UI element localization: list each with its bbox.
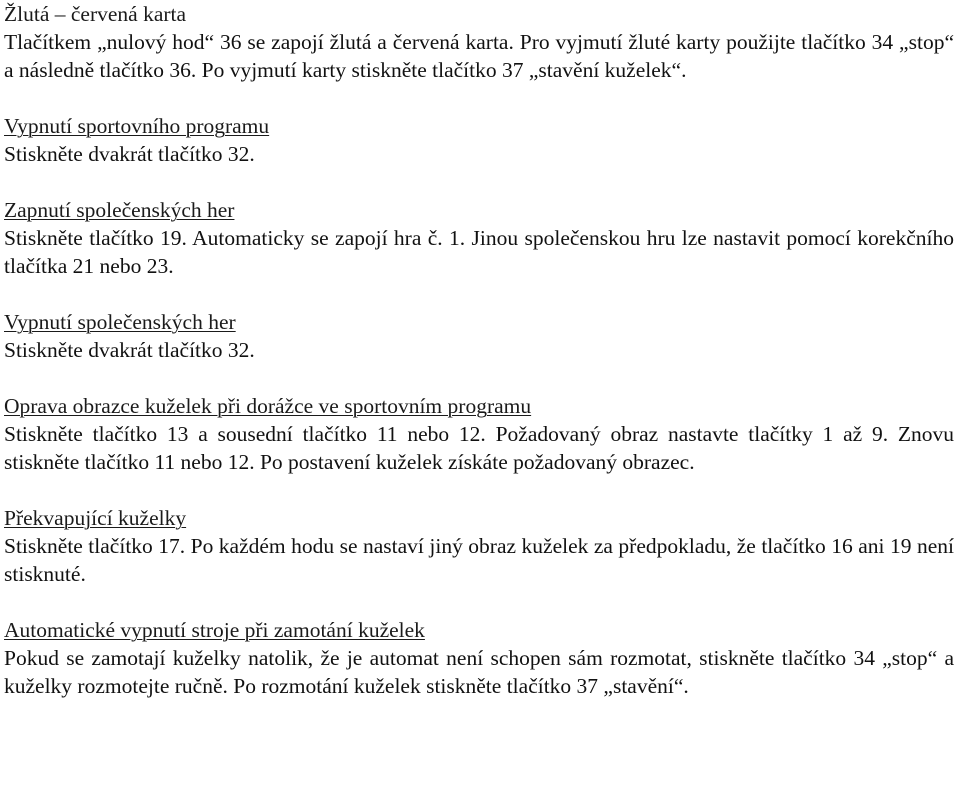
section-social-games-on xyxy=(4,196,954,280)
section-heading: Vypnutí společenských her xyxy=(4,310,236,334)
section-text: Stiskněte tlačítko 19. Automaticky se zapojí hra č. 1. Jinou společenskou hru lze nastavit pomocí korekčního tlačítka 21 nebo 23. xyxy=(4,226,954,278)
section-text: Stiskněte dvakrát tlačítko 32. xyxy=(4,142,255,166)
section-sport-program-off xyxy=(4,112,954,168)
section-pin-correction xyxy=(4,392,954,476)
section-heading: Automatické vypnutí stroje při zamotání kuželek xyxy=(4,618,425,642)
section-heading: Oprava obrazce kuželek při dorážce ve sportovním programu xyxy=(4,394,532,418)
section-heading: Zapnutí společenských her xyxy=(4,198,235,222)
section-heading: Překvapující kuželky xyxy=(4,506,187,530)
section-surprise-pins xyxy=(4,504,954,588)
section-yellow-red-card xyxy=(4,0,954,84)
section-text: Pokud se zamotají kuželky natolik, že je automat není schopen sám rozmotat, stiskněte tlačítko 34 „stop“ a kuželky rozmotejte ručně. Po rozmotání kuželek stiskněte tlačítko 37 „stavění“. xyxy=(4,646,954,698)
section-text: Stiskněte tlačítko 13 a sousední tlačítko 11 nebo 12. Požadovaný obraz nastavte tlačítky 1 až 9. Znovu stiskněte tlačítko 11 nebo 12. Po postavení kuželek získáte požadovaný obrazec. xyxy=(4,422,954,474)
section-text: Tlačítkem „nulový hod“ 36 se zapojí žlutá a červená karta. Pro vyjmutí žluté karty použijte tlačítko 34 „stop“ a následně tlačítko 36. Po vyjmutí karty stiskněte tlačítko 37 „stavění kuželek“. xyxy=(4,30,954,82)
section-auto-shutdown xyxy=(4,616,954,700)
section-social-games-off xyxy=(4,308,954,364)
section-heading: Vypnutí sportovního programu xyxy=(4,114,270,138)
document-page xyxy=(4,0,954,700)
section-heading: Žlutá – červená karta xyxy=(4,2,187,26)
section-text: Stiskněte dvakrát tlačítko 32. xyxy=(4,338,255,362)
section-text: Stiskněte tlačítko 17. Po každém hodu se nastaví jiný obraz kuželek za předpokladu, že tlačítko 16 ani 19 není stisknuté. xyxy=(4,534,954,586)
